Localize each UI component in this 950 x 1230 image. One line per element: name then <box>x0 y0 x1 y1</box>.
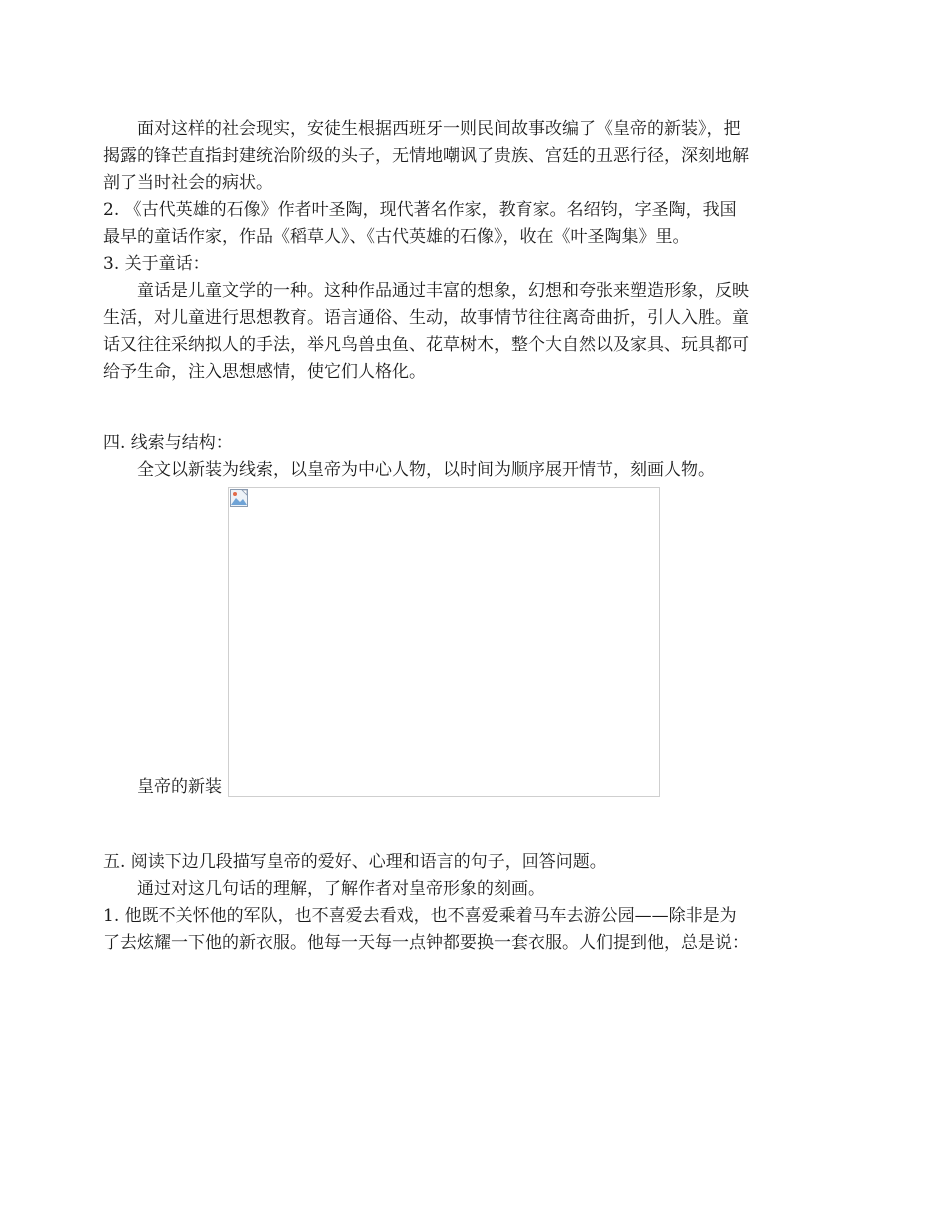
intro-paragraph <box>103 116 813 197</box>
spacer <box>103 805 813 849</box>
text-line: 话又往往采纳拟人的手法，举凡鸟兽虫鱼、花草树木，整个大自然以及家具、玩具都可 <box>103 335 749 355</box>
item-2-paragraph <box>103 197 813 251</box>
text-line: 了去炫耀一下他的新衣服。他每一天每一点钟都要换一套衣服。人们提到他，总是说： <box>103 933 749 953</box>
section-5-intro: 通过对这几句话的理解，了解作者对皇帝形象的刻画。 <box>137 879 545 899</box>
text-line: 揭露的锋芒直指封建统治阶级的头子，无情地嘲讽了贵族、宫廷的丑恶行径，深刻地解 <box>103 146 749 166</box>
spacer <box>103 386 813 430</box>
item-3-heading: 3. 关于童话： <box>103 254 210 274</box>
text-line: 面对这样的社会现实，安徒生根据西班牙一则民间故事改编了《皇帝的新装》，把 <box>137 119 741 139</box>
document-page <box>103 116 813 957</box>
section-5-heading: 五. 阅读下边几段描写皇帝的爱好、心理和语言的句子，回答问题。 <box>103 852 607 872</box>
text-line: 给予生命，注入思想感情，使它们人格化。 <box>103 362 426 382</box>
text-line: 生活，对儿童进行思想教育。语言通俗、生动，故事情节往往离奇曲折，引人入胜。童 <box>103 308 749 328</box>
section-4-heading: 四. 线索与结构： <box>103 433 233 453</box>
text-line: 1. 他既不关怀他的军队，也不喜爱去看戏，也不喜爱乘着马车去游公园——除非是为 <box>103 906 737 926</box>
text-line: 童话是儿童文学的一种。这种作品通过丰富的想象，幻想和夸张来塑造形象，反映 <box>137 281 749 301</box>
image-caption: 皇帝的新装 <box>137 777 222 797</box>
image-placeholder <box>228 487 660 797</box>
image-block <box>103 487 813 805</box>
text-line: 剖了当时社会的病状。 <box>103 173 273 193</box>
item-5-1-paragraph <box>103 903 813 957</box>
text-line: 最早的童话作家，作品《稻草人》、《古代英雄的石像》，收在《叶圣陶集》里。 <box>103 227 690 247</box>
section-4-text: 全文以新装为线索，以皇帝为中心人物，以时间为顺序展开情节，刻画人物。 <box>137 460 715 480</box>
broken-image-icon <box>230 489 248 507</box>
fairy-tale-paragraph <box>103 278 813 386</box>
text-line: 2. 《古代英雄的石像》作者叶圣陶，现代著名作家，教育家。名绍钧，字圣陶，我国 <box>103 200 737 220</box>
